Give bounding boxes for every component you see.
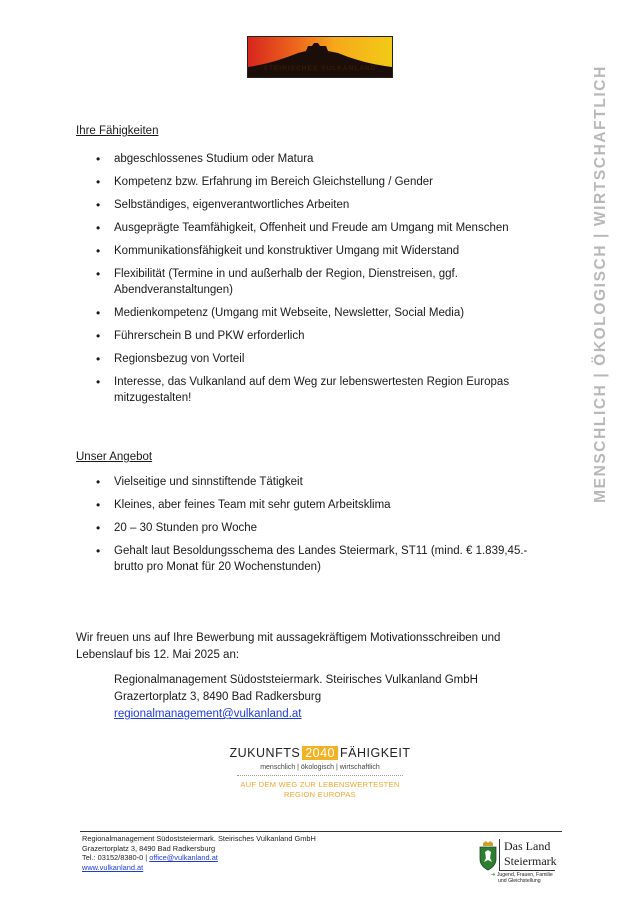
recipient-street: Grazertorplatz 3, 8490 Bad Radkersburg — [114, 691, 322, 703]
arrow-right-icon: ➔ — [491, 872, 496, 878]
zukunft-word1: ZUKUNFTS — [229, 746, 301, 760]
application-text: Wir freuen uns auf Ihre Bewerbung mit aussagekräftigem Motivationsschreiben und Lebenslauf bis 12. Mai 2025 an: — [76, 632, 501, 661]
list-item: • Kleines, aber feines Team mit sehr gutem Arbeitsklima — [76, 497, 536, 513]
steiermark-dept-line2: und Gleichstellung — [498, 878, 541, 884]
skills-heading: Ihre Fähigkeiten — [76, 125, 159, 137]
zukunft-subtitle: menschlich | ökologisch | wirtschaftlich — [260, 764, 380, 771]
steiermark-line1: Das Land — [504, 839, 551, 853]
steiermark-dept-line1: Jugend, Frauen, Familie — [496, 872, 553, 878]
recipient-email-link[interactable]: regionalmanagement@vulkanland.at — [114, 708, 302, 720]
steiermark-name-box — [499, 839, 555, 871]
list-item: • Regionsbezug von Vorteil — [76, 351, 536, 367]
footer-phone: Tel.: 03152/8380-0 | — [82, 853, 150, 863]
offer-list — [76, 474, 536, 582]
footer-company: Regionalmanagement Südoststeiermark. Steirisches Vulkanland GmbH — [82, 834, 316, 843]
list-item: • Gehalt laut Besoldungsschema des Landes Steiermark, ST11 (mind. € 1.839,45.- brutto pro Monat für 20 Wochenstunden) — [76, 543, 536, 575]
footer-email-link[interactable]: office@vulkanland.at — [149, 853, 218, 863]
list-item: • Kommunikationsfähigkeit und konstruktiver Umgang mit Widerstand — [76, 243, 536, 259]
logo-text: STEIRISCHES VULKANLAND — [263, 65, 377, 72]
list-item: • Vielseitige und sinnstiftende Tätigkeit — [76, 474, 536, 490]
recipient-address — [114, 672, 478, 723]
list-item: • 20 – 30 Stunden pro Woche — [76, 520, 536, 536]
footer-website-link[interactable]: www.vulkanland.at — [82, 862, 144, 872]
side-slogan-text: MENSCHLICH | ÖKOLOGISCH | WIRTSCHAFTLICH — [592, 65, 609, 503]
zukunft-tagline1: AUF DEM WEG ZUR LEBENSWERTESTEN — [240, 780, 400, 789]
list-item: • Selbständiges, eigenverantwortliches Arbeiten — [76, 197, 536, 213]
zukunft-2040-logo — [225, 746, 415, 800]
footer-address: Grazertorplatz 3, 8490 Bad Radkersburg — [82, 843, 216, 853]
list-item: • Flexibilität (Termine in und außerhalb der Region, Dienstreisen, ggf. Abendveranstaltungen) — [76, 266, 536, 298]
divider — [237, 775, 403, 776]
list-item: • Kompetenz bzw. Erfahrung im Bereich Gleichstellung / Gender — [76, 174, 536, 190]
side-slogan — [592, 65, 609, 503]
coat-of-arms-icon — [478, 841, 498, 871]
recipient-name: Regionalmanagement Südoststeiermark. Steirisches Vulkanland GmbH — [114, 674, 478, 686]
footer — [82, 834, 316, 872]
steiermark-line2: Steiermark — [504, 854, 557, 868]
zukunft-year: 2040 — [302, 746, 338, 760]
zukunft-tagline2: REGION EUROPAS — [284, 790, 356, 799]
steiermark-department — [491, 872, 553, 884]
list-item: • Medienkompetenz (Umgang mit Webseite, Newsletter, Social Media) — [76, 305, 536, 321]
steiermark-logo — [478, 839, 560, 889]
vulkanland-logo — [247, 36, 393, 78]
zukunft-word2: FÄHIGKEIT — [340, 746, 411, 760]
offer-heading: Unser Angebot — [76, 451, 153, 463]
list-item: • Führerschein B und PKW erforderlich — [76, 328, 536, 344]
list-item: • Interesse, das Vulkanland auf dem Weg zur lebenswertesten Region Europas mitzugestalten! — [76, 374, 536, 406]
footer-divider — [80, 831, 562, 832]
list-item: • Ausgeprägte Teamfähigkeit, Offenheit und Freude am Umgang mit Menschen — [76, 220, 536, 236]
list-item: • abgeschlossenes Studium oder Matura — [76, 151, 536, 167]
skills-list — [76, 151, 536, 413]
